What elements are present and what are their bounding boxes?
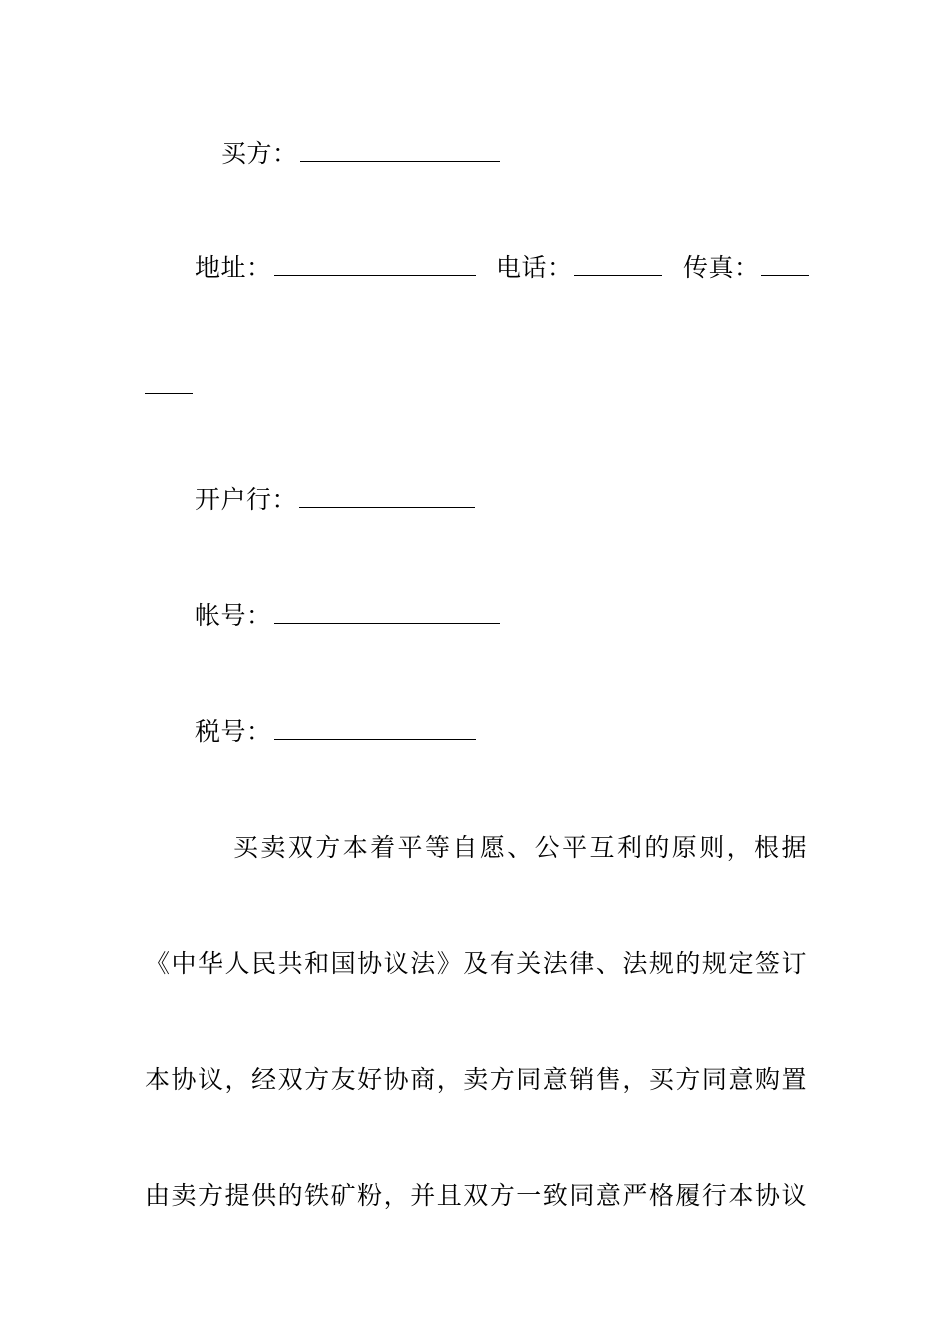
paragraph-line-3: 本协议，经双方友好协商，卖方同意销售，买方同意购置: [145, 1065, 807, 1094]
tax-label: 税号：: [195, 717, 272, 746]
paragraph-line-4: 由卖方提供的铁矿粉，并且双方一致同意严格履行本协议: [145, 1181, 807, 1210]
fax-blank[interactable]: [761, 255, 809, 276]
paragraph-line-1: 买卖双方本着平等自愿、公平互利的原则，根据: [233, 833, 807, 862]
bank-label: 开户行：: [195, 485, 298, 514]
phone-blank[interactable]: [574, 255, 662, 276]
buyer-blank[interactable]: [300, 141, 500, 162]
paragraph-line-2: 《中华人民共和国协议法》及有关法律、法规的规定签订: [145, 949, 807, 978]
buyer-row: [221, 138, 502, 170]
tax-row: [195, 716, 478, 748]
address-blank[interactable]: [274, 255, 476, 276]
account-label: 帐号：: [195, 601, 272, 630]
bank-blank[interactable]: [299, 487, 475, 508]
account-blank[interactable]: [274, 603, 500, 624]
phone-label: 电话：: [495, 253, 573, 282]
bank-row: [195, 484, 477, 516]
fax-continuation-row: [145, 370, 195, 402]
address-label: 地址：: [195, 253, 272, 282]
contact-row: [195, 252, 811, 284]
buyer-label: 买方：: [221, 139, 298, 168]
tax-blank[interactable]: [274, 719, 476, 740]
account-row: [195, 600, 502, 632]
fax-blank-continued[interactable]: [145, 373, 193, 394]
fax-label: 传真：: [682, 253, 760, 282]
